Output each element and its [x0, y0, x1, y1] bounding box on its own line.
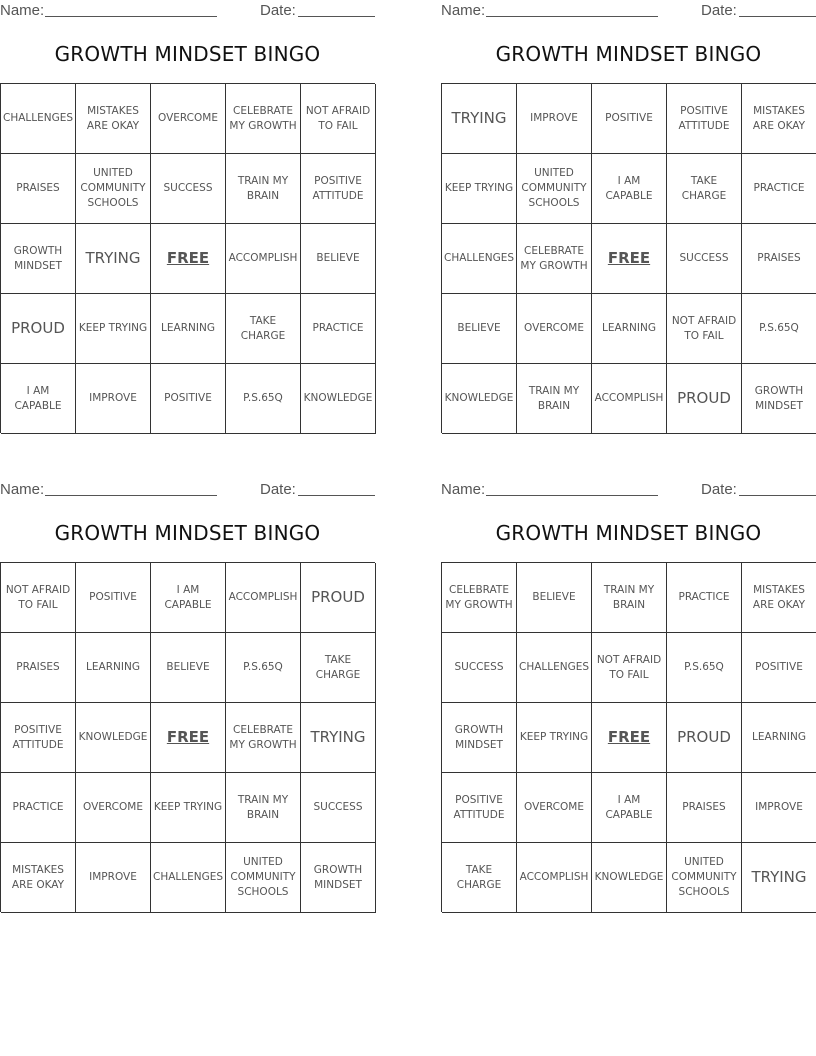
bingo-cell[interactable]: LEARNING	[742, 703, 816, 773]
card-title: GROWTH MINDSET BINGO	[54, 42, 321, 66]
bingo-cell[interactable]: KNOWLEDGE	[301, 364, 376, 434]
name-label: Name:	[0, 481, 45, 498]
bingo-cell[interactable]: MISTAKES ARE OKAY	[76, 84, 151, 154]
bingo-cell[interactable]: TAKE CHARGE	[226, 294, 301, 364]
bingo-cell[interactable]: PRACTICE	[1, 773, 76, 843]
bingo-cell[interactable]: MISTAKES ARE OKAY	[742, 563, 816, 633]
free-space-cell[interactable]: FREE	[592, 224, 667, 294]
bingo-cell[interactable]: IMPROVE	[76, 364, 151, 434]
bingo-cell[interactable]: SUCCESS	[301, 773, 376, 843]
free-space-cell[interactable]: FREE	[592, 703, 667, 773]
bingo-cell[interactable]: I AM CAPABLE	[151, 563, 226, 633]
bingo-cell[interactable]: UNITED COMMUNITY SCHOOLS	[667, 843, 742, 913]
bingo-cell[interactable]: TRAIN MY BRAIN	[226, 154, 301, 224]
date-label: Date:	[701, 2, 737, 19]
bingo-grid	[441, 562, 816, 912]
bingo-cell[interactable]: IMPROVE	[517, 84, 592, 154]
bingo-cell[interactable]: CELEBRATE MY GROWTH	[226, 84, 301, 154]
bingo-cell[interactable]: PRAISES	[742, 224, 816, 294]
name-label: Name:	[441, 2, 486, 19]
bingo-cell[interactable]: TRAIN MY BRAIN	[226, 773, 301, 843]
bingo-cell[interactable]: TAKE CHARGE	[301, 633, 376, 703]
card-title: GROWTH MINDSET BINGO	[495, 521, 762, 545]
bingo-cell[interactable]: PRAISES	[667, 773, 742, 843]
bingo-cell[interactable]: BELIEVE	[517, 563, 592, 633]
bingo-cell[interactable]: BELIEVE	[442, 294, 517, 364]
bingo-card	[0, 0, 375, 440]
bingo-cell[interactable]: SUCCESS	[442, 633, 517, 703]
bingo-cell[interactable]: CHALLENGES	[442, 224, 517, 294]
bingo-cell[interactable]: KEEP TRYING	[76, 294, 151, 364]
bingo-cell[interactable]: OVERCOME	[151, 84, 226, 154]
bingo-cell[interactable]: PROUD	[667, 364, 742, 434]
bingo-cell[interactable]: GROWTH MINDSET	[442, 703, 517, 773]
bingo-cell[interactable]: ACCOMPLISH	[517, 843, 592, 913]
bingo-card	[0, 479, 375, 919]
bingo-cell[interactable]: KNOWLEDGE	[76, 703, 151, 773]
bingo-cell[interactable]: UNITED COMMUNITY SCHOOLS	[517, 154, 592, 224]
bingo-cell[interactable]: LEARNING	[592, 294, 667, 364]
bingo-cell[interactable]: PRACTICE	[301, 294, 376, 364]
bingo-cell[interactable]: OVERCOME	[76, 773, 151, 843]
bingo-cell[interactable]: I AM CAPABLE	[1, 364, 76, 434]
bingo-cell[interactable]: BELIEVE	[151, 633, 226, 703]
bingo-cell[interactable]: ACCOMPLISH	[226, 224, 301, 294]
name-blank-line[interactable]	[45, 16, 217, 17]
name-blank-line[interactable]	[486, 16, 658, 17]
bingo-cell[interactable]: TAKE CHARGE	[667, 154, 742, 224]
bingo-cell[interactable]: PRACTICE	[667, 563, 742, 633]
card-title: GROWTH MINDSET BINGO	[495, 42, 762, 66]
date-blank-line[interactable]	[298, 495, 375, 496]
bingo-cell[interactable]: KNOWLEDGE	[442, 364, 517, 434]
bingo-cell[interactable]: TAKE CHARGE	[442, 843, 517, 913]
bingo-cell[interactable]: CELEBRATE MY GROWTH	[517, 224, 592, 294]
bingo-cell[interactable]: OVERCOME	[517, 773, 592, 843]
bingo-cell[interactable]: P.S.65Q	[742, 294, 816, 364]
bingo-grid	[0, 83, 375, 433]
name-blank-line[interactable]	[486, 495, 658, 496]
bingo-cell[interactable]: CELEBRATE MY GROWTH	[442, 563, 517, 633]
name-label: Name:	[0, 2, 45, 19]
bingo-card	[441, 0, 816, 440]
bingo-cell[interactable]: TRYING	[442, 84, 517, 154]
bingo-cell[interactable]: PROUD	[667, 703, 742, 773]
bingo-cell[interactable]: MISTAKES ARE OKAY	[742, 84, 816, 154]
bingo-cell[interactable]: ACCOMPLISH	[226, 563, 301, 633]
bingo-cell[interactable]: KNOWLEDGE	[592, 843, 667, 913]
bingo-cell[interactable]: PRACTICE	[742, 154, 816, 224]
date-blank-line[interactable]	[739, 495, 816, 496]
bingo-cell[interactable]: TRYING	[301, 703, 376, 773]
bingo-cell[interactable]: IMPROVE	[742, 773, 816, 843]
bingo-cell[interactable]: TRAIN MY BRAIN	[592, 563, 667, 633]
bingo-cell[interactable]: PRAISES	[1, 154, 76, 224]
bingo-cell[interactable]: POSITIVE ATTITUDE	[301, 154, 376, 224]
date-label: Date:	[701, 481, 737, 498]
date-blank-line[interactable]	[739, 16, 816, 17]
date-label: Date:	[260, 481, 296, 498]
bingo-cell[interactable]: POSITIVE	[592, 84, 667, 154]
bingo-cell[interactable]: CHALLENGES	[517, 633, 592, 703]
bingo-cell[interactable]: P.S.65Q	[226, 364, 301, 434]
date-label: Date:	[260, 2, 296, 19]
bingo-cell[interactable]: NOT AFRAID TO FAIL	[1, 563, 76, 633]
bingo-cell[interactable]: GROWTH MINDSET	[301, 843, 376, 913]
bingo-cell[interactable]: POSITIVE ATTITUDE	[667, 84, 742, 154]
bingo-cell[interactable]: POSITIVE	[742, 633, 816, 703]
bingo-cell[interactable]: CHALLENGES	[151, 843, 226, 913]
bingo-cell[interactable]: GROWTH MINDSET	[1, 224, 76, 294]
name-date-row	[441, 0, 816, 22]
bingo-cell[interactable]: UNITED COMMUNITY SCHOOLS	[226, 843, 301, 913]
bingo-cell[interactable]: POSITIVE	[76, 563, 151, 633]
date-blank-line[interactable]	[298, 16, 375, 17]
bingo-cell[interactable]: POSITIVE	[151, 364, 226, 434]
name-label: Name:	[441, 481, 486, 498]
bingo-cell[interactable]: CHALLENGES	[1, 84, 76, 154]
bingo-cell[interactable]: LEARNING	[151, 294, 226, 364]
bingo-cell[interactable]: PRAISES	[1, 633, 76, 703]
bingo-cell[interactable]: KEEP TRYING	[442, 154, 517, 224]
bingo-card	[441, 479, 816, 919]
bingo-cell[interactable]: IMPROVE	[76, 843, 151, 913]
bingo-cell[interactable]: TRAIN MY BRAIN	[517, 364, 592, 434]
bingo-cell[interactable]: NOT AFRAID TO FAIL	[667, 294, 742, 364]
bingo-cell[interactable]: BELIEVE	[301, 224, 376, 294]
bingo-cell[interactable]: KEEP TRYING	[517, 703, 592, 773]
bingo-cell[interactable]: GROWTH MINDSET	[742, 364, 816, 434]
bingo-cell[interactable]: ACCOMPLISH	[592, 364, 667, 434]
bingo-cell[interactable]: UNITED COMMUNITY SCHOOLS	[76, 154, 151, 224]
bingo-cell[interactable]: P.S.65Q	[226, 633, 301, 703]
bingo-cell[interactable]: SUCCESS	[667, 224, 742, 294]
bingo-cell[interactable]: POSITIVE ATTITUDE	[1, 703, 76, 773]
bingo-cell[interactable]: OVERCOME	[517, 294, 592, 364]
bingo-cell[interactable]: I AM CAPABLE	[592, 154, 667, 224]
bingo-grid	[441, 83, 816, 433]
bingo-cell[interactable]: PROUD	[1, 294, 76, 364]
bingo-cell[interactable]: NOT AFRAID TO FAIL	[592, 633, 667, 703]
name-date-row	[0, 479, 375, 501]
name-date-row	[0, 0, 375, 22]
bingo-cell[interactable]: POSITIVE ATTITUDE	[442, 773, 517, 843]
bingo-cell[interactable]: TRYING	[76, 224, 151, 294]
bingo-cell[interactable]: KEEP TRYING	[151, 773, 226, 843]
bingo-cell[interactable]: SUCCESS	[151, 154, 226, 224]
free-space-cell[interactable]: FREE	[151, 224, 226, 294]
bingo-cell[interactable]: MISTAKES ARE OKAY	[1, 843, 76, 913]
free-space-cell[interactable]: FREE	[151, 703, 226, 773]
bingo-cell[interactable]: LEARNING	[76, 633, 151, 703]
bingo-cell[interactable]: I AM CAPABLE	[592, 773, 667, 843]
bingo-cell[interactable]: P.S.65Q	[667, 633, 742, 703]
bingo-cell[interactable]: TRYING	[742, 843, 816, 913]
name-blank-line[interactable]	[45, 495, 217, 496]
card-title: GROWTH MINDSET BINGO	[54, 521, 321, 545]
bingo-cell[interactable]: PROUD	[301, 563, 376, 633]
bingo-grid	[0, 562, 375, 912]
name-date-row	[441, 479, 816, 501]
bingo-cell[interactable]: NOT AFRAID TO FAIL	[301, 84, 376, 154]
bingo-cell[interactable]: CELEBRATE MY GROWTH	[226, 703, 301, 773]
